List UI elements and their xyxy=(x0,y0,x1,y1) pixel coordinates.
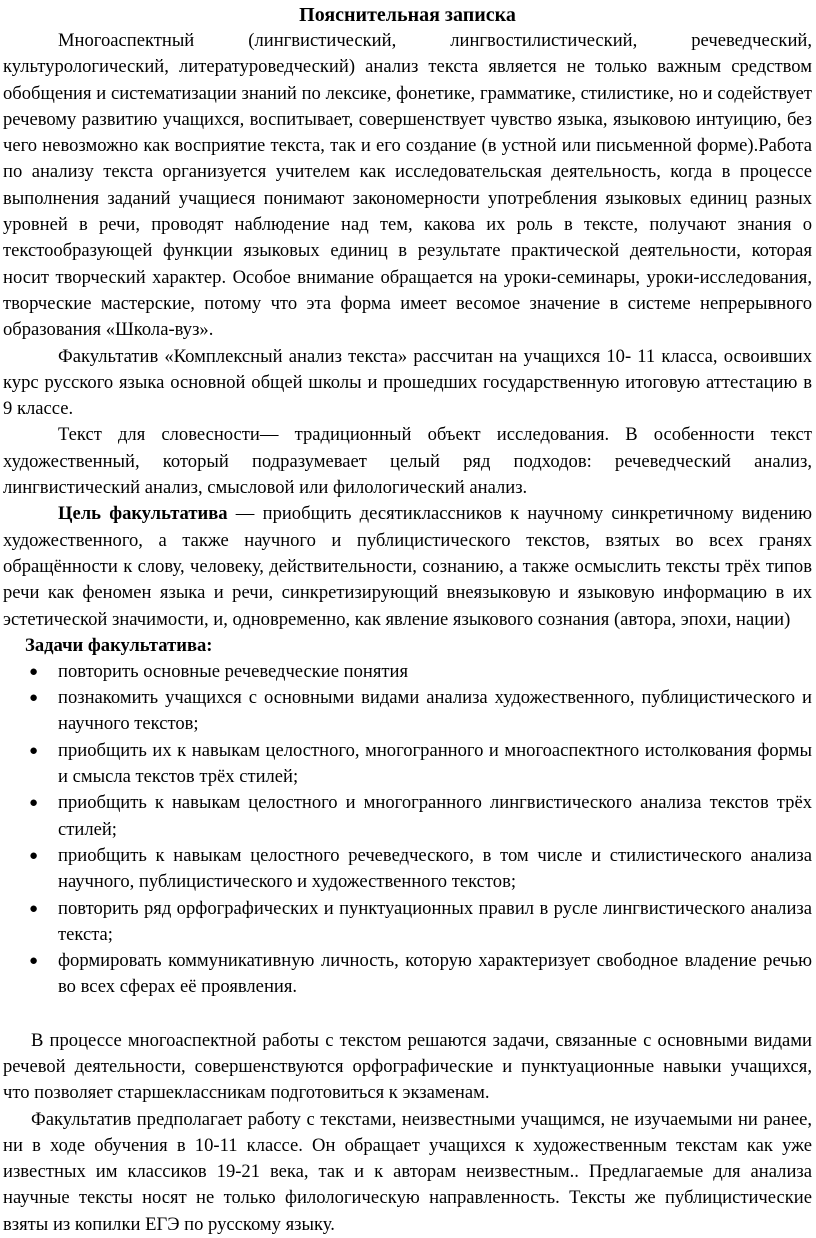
list-item-text: приобщить к навыкам целостного речеведческого, в том числе и стилистического анализа научного, публицистического и художественного текстов; xyxy=(58,844,812,893)
list-item-text: повторить основные речеведческие понятия xyxy=(58,660,409,682)
bullet-icon: ● xyxy=(29,900,39,917)
bullet-icon: ● xyxy=(29,690,39,707)
text-object-paragraph: Текст для словесности— традиционный объект исследования. В особенности текст художественный, который подразумевает целый ряд подходов: речеведческий анализ, лингвистический анализ, смысловой или филологический анализ. xyxy=(3,424,812,499)
goal-label: Цель факультатива xyxy=(58,503,228,525)
goal-paragraph xyxy=(3,501,812,632)
list-item xyxy=(29,738,812,791)
tasks-heading: Задачи факультатива: xyxy=(25,634,213,656)
texts-paragraph: Факультатив предполагает работу с текстами, неизвестными учащимся, не изучаемыми ни ранее, ни в ходе обучения в 10-11 классе. Он обращает учащихся к художественным текстам как уже известных им классиков 19-21 века, так и к авторам неизвестным.. Предлагаемые для анализа научные тексты носят не только филологическую направленность. Тексты же публицистические взяты из копилки ЕГЭ по русскому языку. xyxy=(3,1108,812,1235)
document-title: Пояснительная записка xyxy=(299,4,516,26)
list-item-text: приобщить их к навыкам целостного, многогранного и многоаспектного истолкования формы и смысла текстов трёх стилей; xyxy=(58,739,812,788)
intro-paragraph: Многоаспектный (лингвистический, лингвостилистический, речеведческий, культурологический, литературоведческий) анализ текста является не только важным средством обобщения и систематизации знаний по лексике, фонетике, грамматике, стилистике, но и содействует речевому развитию учащихся, воспитывает, совершенствует чувство языка, языковою интуицию, без чего невозможно как восприятие текста, так и его создание (в устной или письменной форме).Работа по анализу текста организуется учителем как исследовательская деятельность, когда в процессе выполнения заданий учащиеся понимают закономерности употребления языковых единиц разных уровней в речи, проводят наблюдение над тем, какова их роль в тексте, получают знания о текстообразующей функции языковых единиц в результате практической деятельности, которая носит творческий характер. Особое внимание обращается на уроки-семинары, уроки-исследования, творческие мастерские, потому что эта форма имеет весомое значение в системе непрерывного образования «Школа-вуз». xyxy=(3,30,812,341)
bullet-icon: ● xyxy=(29,953,39,970)
list-item-text: повторить ряд орфографических и пунктуационных правил в русле лингвистического анализа текста; xyxy=(58,897,812,945)
list-item xyxy=(29,685,812,738)
list-item xyxy=(29,948,812,1001)
spacer xyxy=(3,1001,812,1028)
list-item xyxy=(29,896,812,949)
bullet-icon: ● xyxy=(29,847,39,864)
closing-section xyxy=(3,1028,812,1238)
list-item-text: приобщить к навыкам целостного и многогранного лингвистического анализа текстов трёх стилей; xyxy=(58,792,812,840)
bullet-icon: ● xyxy=(29,795,39,812)
goal-text: — приобщить десятиклассников к научному синкретичному видению художественного, а также научного и публицистического текстов, взятых во всех гранях обращённости к слову, человеку, действительности, сознанию, а также осмыслить тексты трёх типов речи как феномен языка и речи, синкретизирующий внеязыковую и языковую информацию в их эстетической значимости, и, одновременно, как явление языкового сознания (автора, эпохи, нации) xyxy=(3,503,812,630)
list-item-text: познакомить учащихся с основными видами анализа художественного, публицистического и научного текстов; xyxy=(58,687,812,735)
process-paragraph: В процессе многоаспектной работы с текстом решаются задачи, связанные с основными видами речевой деятельности, совершенствуются орфографические и пунктуационные навыки учащихся, что позволяет старшеклассникам подготовиться к экзаменам. xyxy=(3,1029,812,1104)
list-item xyxy=(29,790,812,843)
tasks-list xyxy=(3,659,812,1001)
list-item-text: формировать коммуникативную личность, которую характеризует свободное владение речью во всех сферах её проявления. xyxy=(58,950,812,998)
bullet-icon: ● xyxy=(29,663,39,680)
course-audience-paragraph: Факультатив «Комплексный анализ текста» рассчитан на учащихся 10- 11 класса, освоивших курс русского языка основной общей школы и прошедших государственную итоговую аттестацию в 9 классе. xyxy=(3,345,812,420)
bullet-icon: ● xyxy=(29,742,39,759)
list-item xyxy=(29,659,812,685)
list-item xyxy=(29,843,812,896)
